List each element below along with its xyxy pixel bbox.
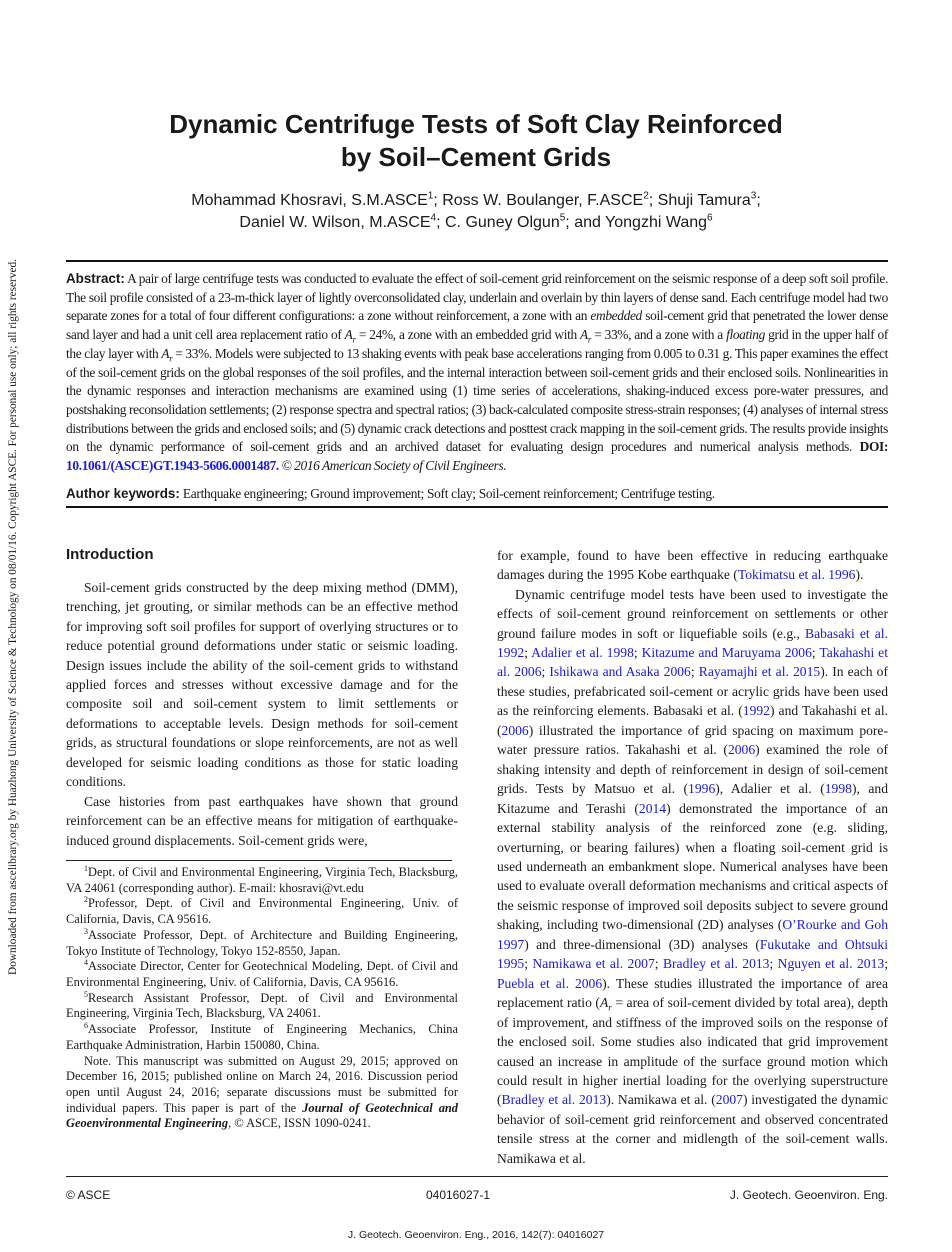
text-run: ), and Kitazume and Terashi ( [497, 781, 888, 816]
text-run: ), Adalier et al. ( [715, 781, 825, 797]
text-run: ; [690, 664, 699, 680]
reference-link[interactable]: Takahashi et al. 2006 [497, 645, 888, 680]
right-column [497, 546, 888, 1169]
text-run: = area of soil-cement divided by total area), depth of improvement, and stiffness of the improved soils on the response of the enclosed soil. Some studies also indicated that grid improvement caused an increase in amplitude of the surface ground motion which could result in higher inertial loading for the overlying superstructure ( [497, 995, 888, 1108]
text-run: ; [524, 645, 532, 660]
text-run: DOI: [859, 439, 888, 455]
footnote [66, 991, 458, 1022]
footnote-number: 4 [84, 958, 88, 968]
footnote-number: 6 [84, 1020, 88, 1030]
footnote-text: Associate Director, Center for Geotechnical Modeling, Dept. of Civil and Environmental Engineering, Univ. of California, Davis, CA 95616. [66, 959, 458, 989]
author-name: Ross W. Boulanger, F.ASCE [442, 192, 644, 209]
reference-link[interactable]: Namikawa et al. 2007 [532, 956, 655, 972]
text-run: r [587, 334, 591, 345]
author-list [0, 190, 952, 234]
footnote-rule [66, 860, 452, 861]
text-run: = 24%, a zone with an embedded grid with [355, 327, 580, 343]
text-run: ) illustrated the importance of grid spacing on maximum pore-water pressure ratios. Takahashi et al. ( [497, 722, 888, 758]
footnote-text: Professor, Dept. of Civil and Environmental Engineering, Univ. of California, Davis, CA 95616. [66, 896, 458, 927]
text-run: A [599, 995, 609, 1011]
author-affiliation-mark: 4 [430, 212, 437, 224]
text-run: ). Namikawa et al. ( [606, 1092, 716, 1108]
text-run: Dynamic centrifuge model tests have been used to investigate the effects of soil-cement ground reinforcement on settlements or other ground failure modes in soft or liquefiable soils (e.g., [497, 586, 888, 641]
reference-link[interactable]: 1996 [688, 781, 716, 797]
footnote [66, 865, 458, 896]
footer-page-id: 04016027-1 [425, 1188, 491, 1203]
keywords-label: Author keywords: [66, 485, 180, 501]
reference-link[interactable]: 2006 [727, 742, 756, 758]
reference-link[interactable]: 2006 [501, 722, 529, 738]
body-paragraph [66, 792, 458, 850]
reference-link[interactable]: Puebla et al. 2006 [497, 975, 603, 991]
author-affiliation-mark: 3 [750, 190, 757, 202]
keywords-text: Earthquake engineering; Ground improvement; Soft clay; Soil-cement reinforcement; Centrifuge testing. [179, 485, 715, 501]
text-run: floating [726, 327, 765, 343]
reference-link[interactable]: Tokimatsu et al. 1996 [737, 567, 856, 583]
text-run: = 33%, and a zone with a [591, 327, 727, 343]
author-affiliation-mark: 2 [643, 190, 649, 202]
download-notice: Downloaded from ascelibrary.org by Huazhong University of Science & Technology on 08/01/16. Copyright ASCE. For personal use only; all rights reserved. [7, 259, 19, 975]
abstract-label: Abstract: [66, 271, 125, 286]
text-run: ). [855, 567, 864, 583]
text-run: ) examined the role of shaking intensity and depth of reinforcement in design of soil-cement grids. Tests by Matsuo et al. ( [497, 742, 889, 797]
body-paragraph [497, 546, 888, 585]
reference-link[interactable]: 2014 [638, 800, 667, 816]
reference-link[interactable]: Bradley et al. 2013 [662, 956, 770, 972]
body-paragraph [497, 585, 888, 1169]
footnote [66, 928, 458, 959]
right-column-wrap [497, 490, 888, 1169]
text-run: ; [884, 956, 888, 972]
author-name: Yongzhi Wang [605, 214, 708, 231]
text-run: soil-cement grid that penetrated the lower dense sand layer and had a unit cell area replacement ratio of [66, 308, 888, 343]
text-run: ) and three-dimensional (3D) analyses ( [524, 936, 760, 952]
reference-link[interactable]: 1992 [742, 703, 770, 719]
reference-link[interactable]: Adalier et al. 1998 [531, 645, 634, 660]
footnote-text: Dept. of Civil and Environmental Engineering, Virginia Tech, Blacksburg, VA 24061 (corresponding author). E-mail: khosravi@vt.edu [66, 865, 458, 895]
text-run: ) investigated the dynamic behavior of soil-cement grid reinforcement and observed concentrated tensile stress at the corner and midlength of the soil-cement walls. Namikawa et al. [497, 1092, 888, 1166]
reference-link[interactable]: 1998 [824, 781, 852, 797]
footnote [66, 1022, 458, 1053]
left-column-wrap [66, 508, 458, 1132]
footer-rule [66, 1176, 888, 1177]
text-run: embedded [590, 308, 642, 324]
text-run: ; [633, 645, 642, 660]
text-run: = 33%. Models were subjected to 13 shaking events with peak base accelerations ranging from 0.005 to 0.31 g. This paper examines the effect of the soil-cement grids on the global responses of the soil profiles, and the internal interaction between soil-cement grids and their enclosed soils. Nonlinearities in the dynamic responses and interaction mechanisms are examined using (1) time series of accelerations, shaking-induced excess pore-water pressures, and postshaking reconsolidation settlements; (2) response spectra and spectral ratios; (3) back-calculated composite stress-strain responses; (4) analyses of internal stress distributions between the grids and enclosed soils; and (5) dynamic crack detections and posttest crack mapping in the soil-cement grids. The results provide insights on the dynamic performance of soil-cement grids and an archived dataset for evaluating design procedures and numerical analysis methods. [66, 345, 889, 455]
text-run: grid in the upper half of the clay layer with [66, 327, 889, 361]
footnote [66, 959, 458, 990]
text-run: A [580, 327, 588, 343]
abstract [66, 270, 888, 476]
reference-link[interactable]: O’Rourke and Goh 1997 [497, 917, 888, 952]
header-rule [66, 260, 888, 262]
footnote [66, 896, 458, 927]
left-column [66, 578, 458, 850]
title-line-2: by Soil–Cement Grids [340, 142, 612, 172]
author-name: Mohammad Khosravi, S.M.ASCE [191, 192, 428, 209]
footnote-number: 3 [84, 926, 88, 936]
footnote-number: 2 [84, 895, 88, 905]
footnote-number: 1 [84, 863, 88, 873]
text-run: ) demonstrated the importance of an external stability analysis of the reinforced zone (e.g. sliding, overturning, or bearing failures) when a floating soil-cement grid is used underneath an embankment slope. Numerical analyses have been used to evaluate overall deformation mechanisms and critical aspects of the seismic response of improved soil deposits subject to severe ground shaking, including two-dimensional (2D) analyses ( [497, 800, 888, 933]
footnote-text: Research Assistant Professor, Dept. of Civil and Environmental Engineering, Virginia Tech, Blacksburg, VA 24061. [66, 990, 458, 1021]
reference-link[interactable]: Bradley et al. 2013 [501, 1092, 607, 1108]
reference-link[interactable]: Ishikawa and Asaka 2006 [549, 664, 691, 680]
text-run: © 2016 American Society of Civil Engineers. [278, 458, 507, 474]
section-heading-introduction: Introduction [66, 545, 154, 563]
text-run: , © ASCE, ISSN 1090-0241. [228, 1116, 371, 1131]
footer-copyright: © ASCE [66, 1188, 111, 1203]
reference-link[interactable]: Rayamajhi et al. 2015 [698, 664, 821, 680]
text-run: ). These studies illustrated the importance of area replacement ratio ( [497, 975, 888, 1011]
author-name: C. Guney Olgun [445, 214, 560, 231]
text-run: ; [654, 956, 663, 972]
reference-link[interactable]: Nguyen et al. 2013 [777, 956, 885, 972]
text-run: ; [541, 664, 550, 680]
citation-line: J. Geotech. Geoenviron. Eng., 2016, 142(7): 04016027 [347, 1229, 605, 1242]
text-run: A pair of large centrifuge tests was conducted to evaluate the effect of soil-cement grid reinforcement on the seismic response of a deep soft soil profile. The soil profile consisted of a 23-m-thick layer of lightly overconsolidated clay, underlain and overlain by thin layers of dense sand. Each centrifuge model had two separate zones for a total of four different configurations: a zone without reinforcement, a zone with an [66, 271, 888, 324]
text-run: r [169, 353, 173, 364]
two-column-body [66, 508, 888, 1169]
title-line-1: Dynamic Centrifuge Tests of Soft Clay Reinforced [169, 109, 783, 139]
text-run: A [161, 345, 170, 361]
footer-journal: J. Geotech. Geoenviron. Eng. [729, 1188, 888, 1203]
text-run: ). In each of these studies, prefabricated soil-cement or acrylic grids have been used as the reinforcing elements. Babasaki et al. ( [497, 664, 888, 719]
authors-line-2: Daniel W. Wilson, M.ASCE$^4$; C. Guney Olgun$^5$; and Yongzhi Wang$^6$ [239, 212, 713, 231]
reference-link[interactable]: Babasaki et al. 1992 [497, 625, 888, 660]
text-run: ; [811, 645, 820, 660]
text-run: Journal of Geotechnical and Geoenvironmental Engineering [66, 1100, 458, 1131]
text-run: ; [769, 956, 778, 972]
text-run: ) and Takahashi et al. ( [497, 703, 888, 738]
footnote-text: Associate Professor, Dept. of Architecture and Building Engineering, Tokyo Institute of Technology, Tokyo 152-8550, Japan. [66, 927, 458, 958]
reference-link[interactable]: Fukutake and Ohtsuki 1995 [497, 936, 888, 972]
text-run: r [352, 334, 356, 345]
footnotes [66, 865, 458, 1132]
paper-title [0, 108, 952, 174]
author-name: Daniel W. Wilson, M.ASCE [239, 214, 431, 231]
footnote-text: Associate Professor, Institute of Engineering Mechanics, China Earthquake Administration, Harbin 150080, China. [66, 1022, 458, 1052]
manuscript-note [66, 1054, 458, 1133]
footnote-number: 5 [84, 989, 88, 999]
author-name: Shuji Tamura [657, 192, 751, 209]
reference-link[interactable]: Kitazume and Maruyama 2006 [641, 645, 812, 660]
doi-link[interactable]: 10.1061/(ASCE)GT.1943-5606.0001487. [66, 458, 279, 474]
author-affiliation-mark: 5 [559, 212, 566, 224]
reference-link[interactable]: 2007 [715, 1092, 743, 1108]
text-run: r [608, 1002, 612, 1013]
text-run: Soil-cement grids constructed by the deep mixing method (DMM), trenching, jet grouting, or similar methods can be an effective method for improving soft soil profiles for support of overlying structures or to reduce potential ground deformations under static or seismic loading. Design issues include the ability of the soil-cement grids to withstand applied forces and stresses without excessive damage and for the composite soil and soil-cement system to limit settlements or deformations to acceptable levels. Design methods for soil-cement grids, as structural foundations or slope reinforcements, are not as well developed for seismic loading conditions as those for static loading conditions. [66, 579, 458, 790]
author-affiliation-mark: 6 [707, 212, 713, 224]
authors-line-1: Mohammad Khosravi, S.M.ASCE$^1$; Ross W. Boulanger, F.ASCE$^2$; Shuji Tamura$^3$; [191, 190, 761, 209]
text-run: A [344, 327, 353, 343]
author-affiliation-mark: 1 [427, 190, 434, 202]
abstract-text [66, 271, 888, 473]
page-footer [66, 1187, 888, 1205]
body-paragraph [66, 578, 458, 792]
affiliation-footnotes [66, 865, 458, 1053]
text-run: ; [524, 956, 533, 972]
text-run: for example, found to have been effective in reducing earthquake damages during the 1995 Kobe earthquake ( [497, 547, 888, 583]
text-run: Case histories from past earthquakes have shown that ground reinforcement can be an effective means for mitigation of earthquake-induced ground displacements. Soil-cement grids were, [66, 793, 458, 848]
text-run: Note. This manuscript was submitted on August 29, 2015; approved on December 16, 2015; published online on March 24, 2016. Discussion period open until August 24, 2016; separate discussions must be submitted for individual papers. This paper is part of the [66, 1053, 458, 1115]
